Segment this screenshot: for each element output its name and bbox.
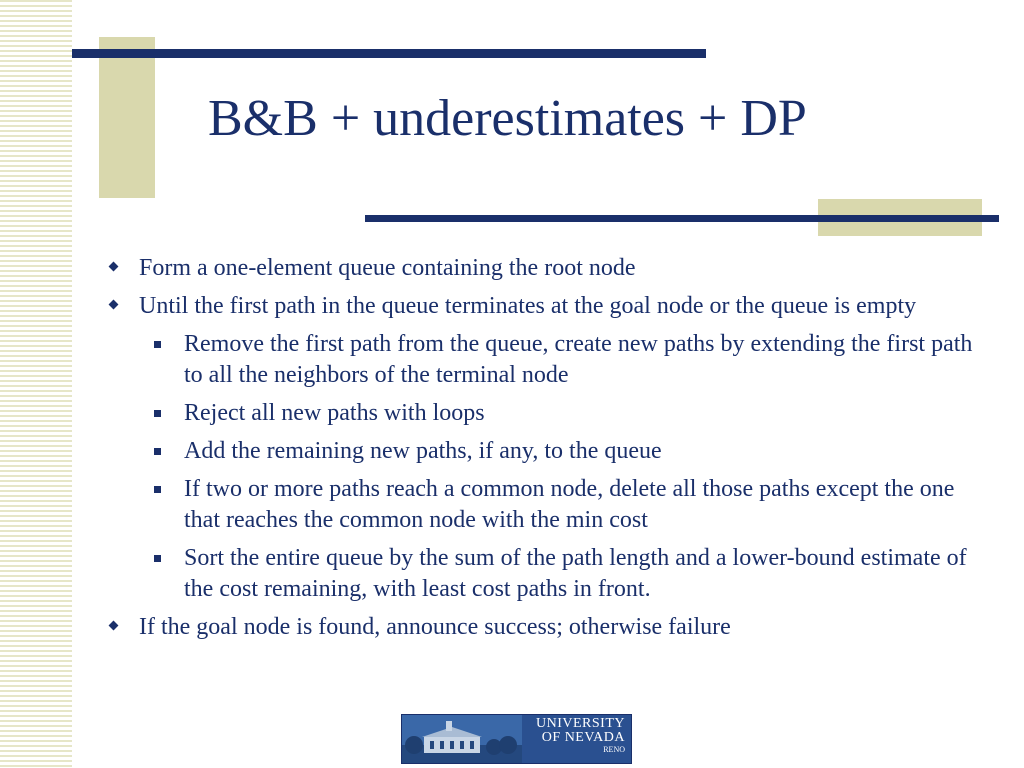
sub-bullet-item: [100, 436, 980, 467]
sub-bullet-item: [100, 329, 980, 391]
decorative-rule-top: [72, 49, 706, 58]
slide-title: B&B + underestimates + DP: [208, 90, 807, 147]
bullet-text: If the goal node is found, announce success; otherwise failure: [139, 614, 731, 640]
diamond-bullet-icon: [108, 620, 119, 631]
bullet-item: [100, 612, 980, 643]
sub-bullet-text: Sort the entire queue by the sum of the path length and a lower-bound estimate of the cost remaining, with least cost paths in front.: [184, 545, 967, 602]
logo-wordmark: [536, 717, 625, 754]
bullet-list: [100, 253, 980, 650]
sub-bullet-text: If two or more paths reach a common node, delete all those paths except the one that reaches the common node with the min cost: [184, 476, 955, 533]
square-bullet-icon: [154, 410, 161, 417]
bullet-text: Form a one-element queue containing the root node: [139, 255, 636, 281]
logo-line-1: UNIVERSITY: [536, 716, 625, 731]
bullet-item: [100, 253, 980, 284]
bullet-item: [100, 291, 980, 322]
decorative-tan-block-left: [99, 37, 155, 198]
logo-line-3: RENO: [603, 745, 625, 754]
sub-bullet-item: [100, 474, 980, 536]
square-bullet-icon: [154, 448, 161, 455]
decorative-rule-bottom: [365, 215, 999, 222]
sub-bullet-item: [100, 543, 980, 605]
logo-line-2: OF NEVADA: [541, 730, 625, 745]
sub-bullet-text: Reject all new paths with loops: [184, 400, 485, 426]
university-logo: [401, 714, 632, 764]
diamond-bullet-icon: [108, 299, 119, 310]
square-bullet-icon: [154, 341, 161, 348]
square-bullet-icon: [154, 486, 161, 493]
sub-bullet-text: Remove the first path from the queue, create new paths by extending the first path to all the neighbors of the terminal node: [184, 331, 973, 388]
square-bullet-icon: [154, 555, 161, 562]
bullet-text: Until the first path in the queue terminates at the goal node or the queue is empty: [139, 293, 917, 319]
sub-bullet-text: Add the remaining new paths, if any, to the queue: [184, 438, 662, 464]
sub-bullet-item: [100, 398, 980, 429]
diamond-bullet-icon: [108, 261, 119, 272]
decorative-stripes: [0, 0, 72, 768]
